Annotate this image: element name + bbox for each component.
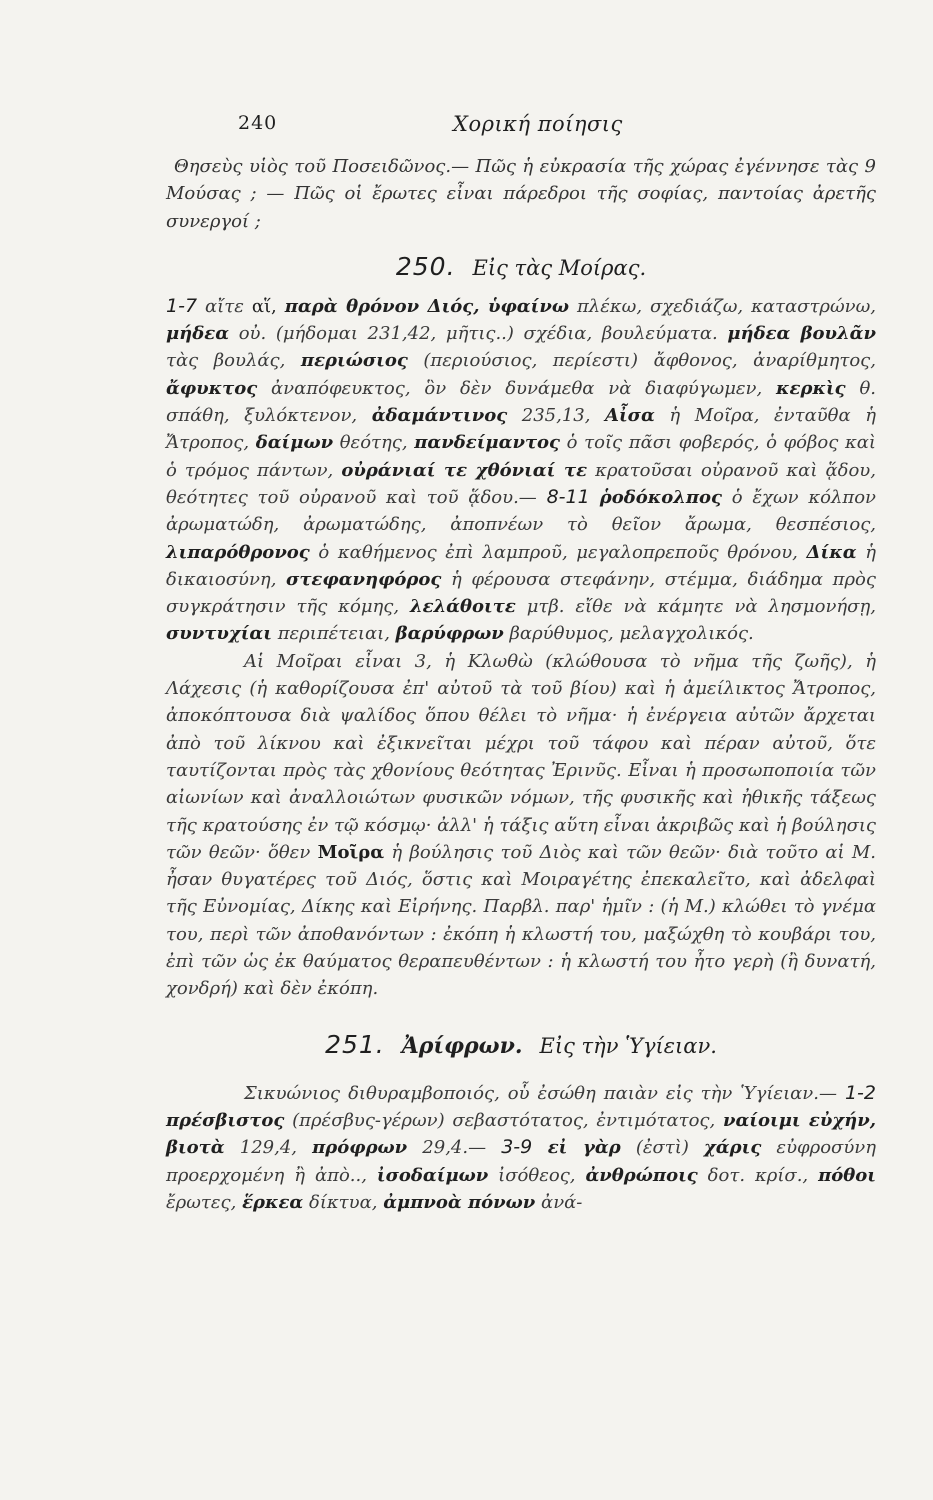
gloss: βαρύθυμος, μελαγχολικός. xyxy=(503,623,754,645)
line-ref: 8-11 xyxy=(546,485,600,508)
lemma: στεφανηφόρος xyxy=(286,568,442,590)
lemma: ἄφυκτος xyxy=(166,377,258,399)
lemma: ἀνθρώποις xyxy=(585,1164,698,1186)
ode-250-note xyxy=(166,648,876,1003)
lemma: πρόφρων xyxy=(312,1137,408,1159)
lemma: μήδεα xyxy=(166,323,230,345)
gloss: Αἱ Μοῖραι εἶναι 3, ἡ Κλωθὼ (κλώθουσα τὸ νῆμα τῆς ζωῆς), ἡ Λάχεσις (ἡ καθορίζουσα ἐπ' αὐτοῦ τὰ τοῦ βίου) καὶ ἡ ἀμείλικτος Ἄτροπος, ἀποκόπτουσα διὰ ψαλίδος ὅπου θέλει τὸ νῆμα· ἡ ἐνέργεια αὐτῶν ἄρχεται ἀπὸ τοῦ λίκνου καὶ ἐξικνεῖται μέχρι τοῦ τάφου καὶ πέραν αὐτοῦ, ὅτε ταυτίζονται πρὸς τὰς χθονίους θεότητας Ἐρινῦς. Εἶναι ἡ προσωποποιία τῶν αἰωνίων καὶ ἀναλλοιώτων φυσικῶν νόμων, τῆς φυσικῆς καὶ ἠθικῆς τάξεως τῆς κρατούσης ἐν τῷ κόσμῳ· ἀλλ' ἡ τάξις αὕτη εἶναι ἀκριβῶς καὶ ἡ βούλησις τῶν θεῶν· ὅθεν xyxy=(166,650,876,863)
gloss: (περιούσιος, περίεστι) ἄφθονος, ἀναρίθμητος, xyxy=(407,350,876,372)
running-title: Χορική ποίησις xyxy=(453,112,623,136)
intro-paragraph: Θησεὺς υἱὸς τοῦ Ποσειδῶνος.— Πῶς ἡ εὐκρασία τῆς χώρας ἐγέννησε τὰς 9 Μούσας ; — Πῶς οἱ ἔρωτες εἶναι πάρεδροι τῆς σοφίας, παντοίας ἀρετῆς συνεργοί ; xyxy=(166,156,876,232)
gloss: Σικυώνιος διθυραμβοποιός, οὗ ἐσώθη παιὰν εἰς τὴν Ὑγίειαν.— xyxy=(244,1082,845,1104)
page-number: 240 xyxy=(238,112,278,134)
gloss: 129,4, xyxy=(224,1137,313,1159)
ode-251-commentary xyxy=(166,1080,876,1216)
gloss: ἡ φέρουσα στεφάνην, στέμμα, διάδημα πρὸς συγκράτησιν τῆς κόμης, xyxy=(166,568,876,618)
lemma: πρέσβιστος xyxy=(166,1109,285,1131)
lemma: περιώσιος xyxy=(300,350,408,372)
lemma: χάρις xyxy=(703,1137,762,1159)
lemma: ἕρκεα xyxy=(242,1191,304,1213)
gloss: ἡ βούλησις τοῦ Διὸς καὶ τῶν θεῶν· διὰ τοῦτο αἱ Μ. ἦσαν θυγατέρες τοῦ Διός, ὅστις καὶ Μοιραγέτης ἐπεκαλεῖτο, καὶ ἀδελφαὶ τῆς Εὐνομίας, Δίκης καὶ Εἰρήνης. Παρβλ. παρ' ἡμῖν : (ἡ Μ.) κλώθει τὸ γνέμα του, περὶ τῶν ἀποθανόντων : ἐκόπη ἡ κλωστή του, μαξώχθη τὸ κουβάρι του, ἐπὶ τῶν ὡς ἐκ θαύματος θεραπευθέντων : ἡ κλωστή του ἦτο γερὴ (ἢ δυνατή, χονδρή) καὶ δὲν ἐκόπη. xyxy=(166,841,877,1000)
gloss: 235,13, xyxy=(507,405,605,427)
gloss: δίκτυα, xyxy=(303,1191,384,1213)
ode-251-heading xyxy=(166,1030,876,1062)
gloss: θ. σπάθη, ξυλόκτενον, xyxy=(166,377,876,427)
lemma: εἰ γὰρ xyxy=(547,1137,621,1159)
lemma: ἀδαμάντινος xyxy=(371,405,508,427)
line-ref: 1-7 xyxy=(166,294,198,317)
lemma: Δίκα xyxy=(806,541,857,563)
line-ref: 3-9 xyxy=(501,1136,548,1159)
lemma: δαίμων xyxy=(255,432,334,454)
gloss: αἵ, xyxy=(251,295,285,317)
lemma: παρὰ θρόνον Διός, ὑφαίνω xyxy=(284,295,569,317)
gloss: (ἐστὶ) xyxy=(620,1137,704,1159)
gloss: ὁ τοῖς πᾶσι φοβερός, ὁ φόβος καὶ ὁ τρόμος πάντων, xyxy=(166,432,876,481)
lemma: Μοῖρα xyxy=(317,841,385,863)
lemma: ναίοιμι εὐχήν, βιοτὰ xyxy=(166,1109,876,1159)
ode-number: 250. xyxy=(395,251,456,281)
gloss: αἴτε xyxy=(197,295,252,317)
lemma: συντυχίαι xyxy=(166,623,272,645)
gloss: θεότης, xyxy=(333,432,415,454)
gloss: ἀναπόφευκτος, ὃν δὲν δυνάμεθα νὰ διαφύγωμεν, xyxy=(257,377,777,399)
gloss: ὁ καθήμενος ἐπὶ λαμπροῦ, μεγαλοπρεποῦς θρόνου, xyxy=(309,541,807,563)
ode-number: 251. xyxy=(325,1029,385,1059)
gloss: πλέκω, σχεδιάζω, καταστρώνω, xyxy=(569,295,876,317)
lemma: ἰσοδαίμων xyxy=(376,1164,489,1186)
gloss: οὐ. (μήδομαι 231,42, μῆτις..) σχέδια, βουλεύματα. xyxy=(229,323,728,345)
gloss: ἰσόθεος, xyxy=(488,1164,586,1186)
gloss: τὰς βουλάς, xyxy=(166,350,301,372)
gloss: ἔρωτες, xyxy=(166,1191,243,1213)
lemma: λελάθοιτε xyxy=(410,596,516,618)
gloss: 29,4.— xyxy=(407,1137,502,1159)
gloss: ἀνά- xyxy=(535,1191,583,1213)
page-body xyxy=(166,153,876,1216)
gloss: εὐφροσύνη προερχομένη ἢ ἀπὸ.., xyxy=(166,1137,877,1186)
ode-250-heading xyxy=(166,252,876,284)
gloss: κρατοῦσαι οὐρανοῦ καὶ ᾅδου, θεότητες τοῦ οὐρανοῦ καὶ τοῦ ᾅδου.— xyxy=(166,459,876,508)
ode-title: Εἰς τὰς Μοίρας. xyxy=(472,255,647,280)
ode-250-commentary xyxy=(166,293,876,648)
ode-author: Ἀρίφρων. xyxy=(401,1032,523,1059)
ode-title: Εἰς τὴν Ὑγίειαν. xyxy=(539,1033,717,1058)
lemma: λιπαρόθρονος xyxy=(166,541,310,563)
lemma: πόθοι xyxy=(818,1164,876,1186)
lemma: πανδείμαντος xyxy=(414,432,561,454)
gloss: ὁ ἔχων κόλπον ἀρωματώδη, ἀρωματώδης, ἀποπνέων τὸ θεῖον ἄρωμα, θεσπέσιος, xyxy=(166,486,876,536)
lemma: βαρύφρων xyxy=(395,623,504,645)
gloss: ἡ δικαιοσύνη, xyxy=(166,541,876,590)
gloss: περιπέτειαι, xyxy=(271,623,396,645)
gloss: μτβ. εἴθε νὰ κάμητε νὰ λησμονήσῃ, xyxy=(515,596,876,618)
lemma: Αἶσα xyxy=(605,405,655,427)
lemma: κερκὶς xyxy=(776,377,846,399)
gloss: (πρέσβυς-γέρων) σεβαστότατος, ἐντιμότατος, xyxy=(284,1109,723,1131)
lemma: οὐράνιαί τε χθόνιαί τε xyxy=(341,459,588,481)
lemma: μήδεα βουλᾶν xyxy=(727,323,876,345)
lemma: ἀμπνοὰ πόνων xyxy=(383,1191,536,1213)
gloss: δοτ. κρίσ., xyxy=(697,1164,819,1186)
gloss: ἡ Μοῖρα, ἐνταῦθα ἡ Ἄτροπος, xyxy=(166,405,876,454)
lemma: ῥοδόκολπος xyxy=(599,486,723,508)
page-header xyxy=(238,112,878,144)
line-ref: 1-2 xyxy=(844,1081,876,1104)
